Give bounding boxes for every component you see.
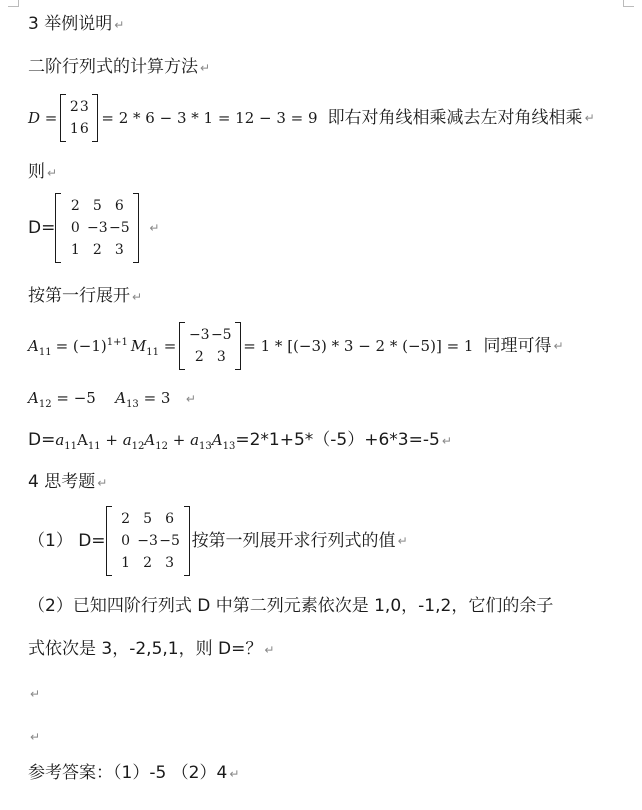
minor-matrix: −3 −5 2 3 — [179, 322, 241, 370]
section-4-heading: 4 思考题 ↵ — [28, 472, 108, 492]
expand-first-row-label: 按第一行展开 ↵ — [28, 286, 143, 306]
question-1-text: 按第一列展开求行列式的值 — [191, 531, 396, 551]
main-d-label: D= — [28, 218, 56, 238]
a11-sign-factor: = $(-1)^{1+1}$ — [55, 337, 128, 355]
page-corner-mark-left — [8, 0, 19, 7]
main-matrix: 2 5 6 0 −3 −5 1 2 3 — [55, 193, 139, 263]
a12-value: $A_{12} = -5$ — [28, 389, 96, 410]
a12-a13-line: $A_{12} = -5$ $A_{13} = 3$ ↵ — [28, 389, 196, 410]
empty-paragraph-1: ↵ — [30, 687, 41, 701]
example-d-label: D = — [28, 109, 58, 127]
question-2-line-2: 式依次是 3，-2,5,1，则 D=？ ↵ — [28, 639, 275, 659]
example-determinant-line: D = 2 3 1 6 = 2 * 6 − 3 * 1 = 12 − 3 = 9 即右对角线相乘减去左对角线相乘 ↵ — [28, 94, 595, 142]
empty-paragraph-2: ↵ — [30, 730, 41, 744]
then-label: 则 ↵ — [28, 162, 58, 182]
example-matrix: 2 3 1 6 — [60, 94, 98, 142]
question-1-prefix: （1） D= — [28, 531, 106, 551]
main-determinant-line: D= 2 5 6 0 −3 −5 1 2 3 ↵ — [28, 193, 159, 263]
example-note: 即右对角线相乘减去左对角线相乘 — [327, 108, 583, 128]
question-2-line-1: （2）已知四阶行列式 D 中第二列元素依次是 1,0，-1,2，它们的余子 — [28, 596, 554, 616]
page-corner-mark-right — [623, 0, 634, 7]
question-1-matrix: 2 5 6 0 −3 −5 1 2 3 — [106, 506, 190, 576]
a13-value: $A_{13} = 3$ — [115, 389, 171, 410]
m11-symbol: $M_{11}$ = — [130, 337, 177, 358]
question-1-line: （1） D= 2 5 6 0 −3 −5 1 2 3 按第一列展开求行列式的值 ↵ — [28, 506, 408, 576]
a11-calculation: = 1 * [(−3) * 3 − 2 * (−5)] = 1 — [243, 337, 474, 355]
example-calculation: = 2 * 6 − 3 * 1 = 12 − 3 = 9 — [101, 109, 318, 127]
final-expansion-line: $D=a_{11}A_{11} + a_{12}A_{12} + a_{13}A_{13}=2*1+5*(-5)+6*3=-5$ ↵ — [28, 430, 452, 452]
second-order-determinant-title: 二阶行列式的计算方法 ↵ — [28, 57, 211, 77]
a11-cofactor-line: $A_{11}$ = $(-1)^{1+1}$ $M_{11}$ = −3 −5 2 3 = 1 * [(−3) * 3 − 2 * (−5)] = 1 同理可得 ↵ — [28, 322, 564, 370]
similarly-note: 同理可得 — [483, 336, 552, 356]
a11-symbol: $A_{11}$ — [28, 337, 52, 358]
section-3-heading: 3 举例说明 ↵ — [28, 14, 125, 34]
reference-answers: 参考答案：（1）-5 （2）4 ↵ — [28, 763, 240, 783]
